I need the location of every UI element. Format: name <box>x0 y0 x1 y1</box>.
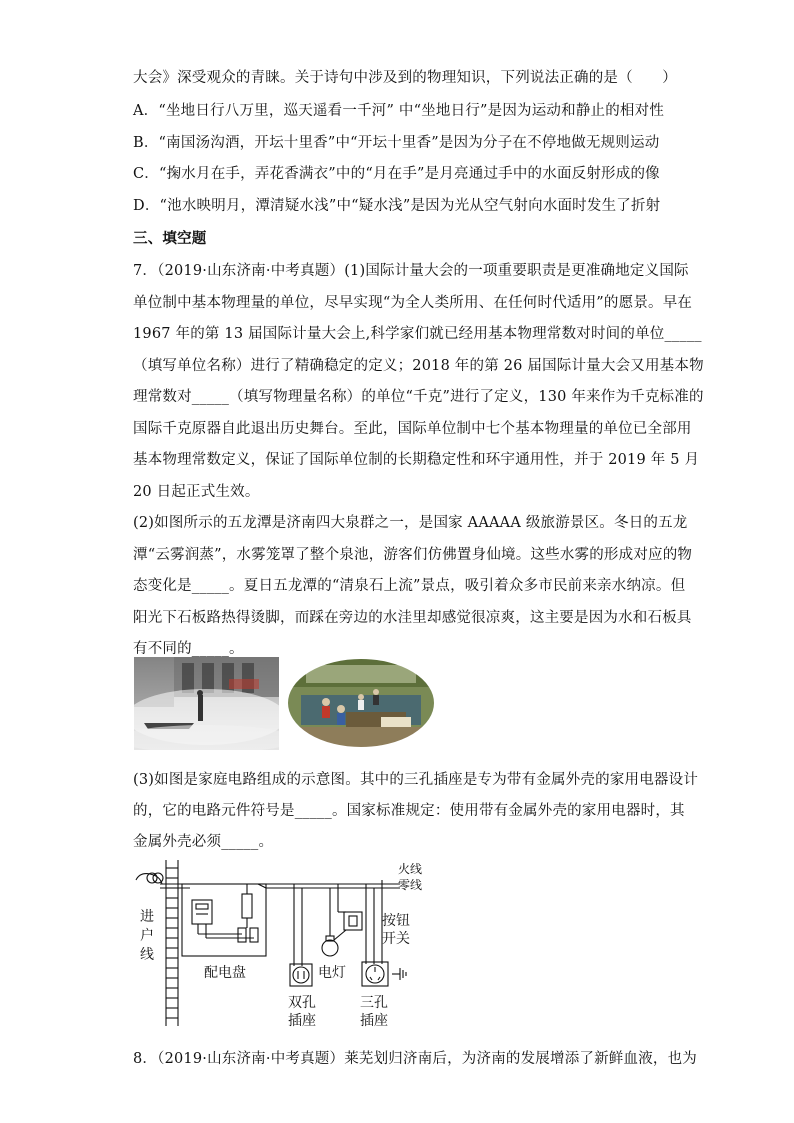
lamp-bulb <box>322 940 338 956</box>
option-a: A．“坐地日行八万里，巡天遥看一千河” 中“坐地日行”是因为运动和静止的相对性 <box>133 103 665 119</box>
q7-part3-line-1: (3)如图是家庭电路组成的示意图。其中的三孔插座是专为带有金属外壳的家用电器设计 <box>133 772 699 788</box>
q7-part3-line-3: 金属外壳必须_____。 <box>133 834 274 850</box>
two-hole-label-1: 双孔 <box>288 995 316 1011</box>
switch-label-2: 开关 <box>382 931 410 947</box>
q7-part2-line-2: 潭“云雾润蒸”，水雾笼罩了整个泉池，游客们仿佛置身仙境。这些水雾的形成对应的物 <box>133 547 693 563</box>
q7-part3-line-2: 的，它的电路元件符号是_____。国家标准规定：使用带有金属外壳的家用电器时，其 <box>133 803 685 819</box>
pole-rungs <box>166 868 178 1018</box>
q7-line-3: 1967 年的第 13 届国际计量大会上,科学家们就已经用基本物理常数对时间的单位_____ <box>133 326 702 342</box>
q7-line-7: 基本物理常数定义，保证了国际单位制的长期稳定性和环宇通用性，并于 2019 年 5 月 <box>133 452 700 468</box>
q8-line-1: 8．（2019·山东济南·中考真题）莱芜划归济南后，为济南的发展增添了新鲜血液，也为 <box>133 1051 697 1067</box>
three-hole-label-2: 插座 <box>360 1013 388 1029</box>
neutral-wire-label: 零线 <box>398 878 423 892</box>
panel-label: 配电盘 <box>204 965 246 981</box>
q7-line-2: 单位制中基本物理量的单位，尽早实现“为全人类所用、在任何时代适用”的愿景。早在 <box>133 295 693 311</box>
lamp-label: 电灯 <box>318 965 346 981</box>
section-heading: 三、填空题 <box>133 231 207 247</box>
q7-line-6: 国际千克原器自此退出历史舞台。至此，国际单位制中七个基本物理量的单位已全部用 <box>133 421 692 437</box>
spring-visitors-photo <box>286 657 436 750</box>
incoming-line-label-1: 进 <box>140 909 154 925</box>
live-wire-label: 火线 <box>398 862 423 876</box>
q7-part2-line-5: 有不同的_____。 <box>133 641 244 657</box>
two-hole-label-2: 插座 <box>288 1013 316 1029</box>
q7-line-4: （填写单位名称）进行了精确稳定的定义；2018 年的第 26 届国际计量大会又用基本物 <box>133 358 704 374</box>
household-circuit-diagram <box>130 858 430 1030</box>
q7-part2-line-1: (2)如图所示的五龙潭是济南四大泉群之一，是国家 AAAAA 级旅游景区。冬日的五龙 <box>133 515 688 531</box>
fuse <box>242 894 252 918</box>
distribution-panel <box>182 884 266 956</box>
q7-line-8: 20 日起正式生效。 <box>133 484 260 500</box>
push-button-switch <box>344 912 362 930</box>
question-6-stem-end: 大会》深受观众的青睐。关于诗句中涉及到的物理知识，下列说法正确的是（ ） <box>133 70 677 86</box>
misty-spring-photo <box>134 657 279 750</box>
q7-line-1: 7．（2019·山东济南·中考真题）(1)国际计量大会的一项重要职责是更准确地定义国际 <box>133 263 689 279</box>
q7-part2-line-3: 态变化是_____。夏日五龙潭的“清泉石上流”景点，吸引着众多市民前来亲水纳凉。但 <box>133 578 686 594</box>
switch-label-1: 按钮 <box>382 913 410 929</box>
q7-part2-line-4: 阳光下石板路热得烫脚，而踩在旁边的水洼里却感觉很凉爽，这主要是因为水和石板具 <box>133 610 692 626</box>
option-b: B．“南国汤沟酒，开坛十里香”中“开坛十里香”是因为分子在不停地做无规则运动 <box>133 135 660 151</box>
q7-line-5: 理常数对_____（填写物理量名称）的单位“千克”进行了定义，130 年来作为千克标准的 <box>133 389 704 405</box>
incoming-line-label-3: 线 <box>140 947 154 963</box>
three-hole-label-1: 三孔 <box>360 995 388 1011</box>
incoming-line-label-2: 户 <box>140 928 154 944</box>
option-d: D．“池水映明月，潭清疑水浅”中“疑水浅”是因为光从空气射向水面时发生了折射 <box>133 198 661 214</box>
option-c: C．“掬水月在手，弄花香满衣”中的“月在手”是月亮通过手中的水面反射形成的像 <box>133 166 660 182</box>
